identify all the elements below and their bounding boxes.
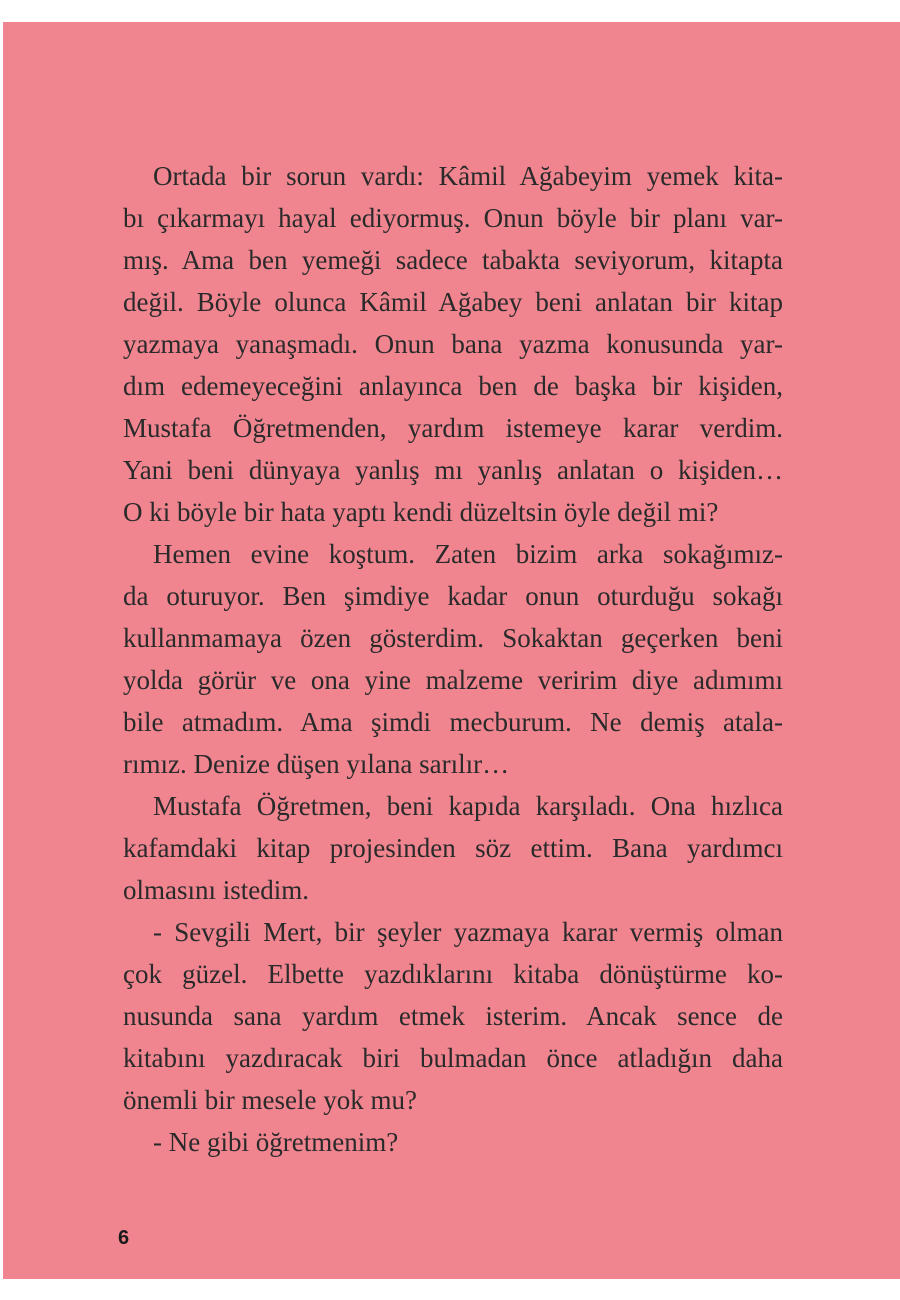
text-line: Mustafa Öğretmenden, yardım istemeye karar verdim.: [123, 413, 783, 443]
text-line: Ortada bir sorun vardı: Kâmil Ağabeyim yemek kita-: [153, 161, 783, 191]
text-line: kitabını yazdıracak biri bulmadan önce atladığın daha: [123, 1043, 783, 1073]
text-line: nusunda sana yardım etmek isterim. Ancak sence de: [123, 1001, 783, 1031]
text-line: - Sevgili Mert, bir şeyler yazmaya karar vermiş olman: [153, 917, 783, 947]
body-text: [123, 155, 783, 1163]
text-line: önemli bir mesele yok mu?: [123, 1085, 417, 1115]
text-line: O ki böyle bir hata yaptı kendi düzeltsin öyle değil mi?: [123, 497, 719, 527]
text-line: yazmaya yanaşmadı. Onun bana yazma konusunda yar-: [123, 329, 783, 359]
text-line: Hemen evine koştum. Zaten bizim arka sokağımız-: [153, 539, 783, 569]
text-line: olmasını istedim.: [123, 875, 309, 905]
text-line: mış. Ama ben yemeği sadece tabakta seviyorum, kitapta: [123, 245, 783, 275]
text-line: Yani beni dünyaya yanlış mı yanlış anlatan o kişiden…: [123, 455, 783, 485]
text-line: da oturuyor. Ben şimdiye kadar onun oturduğu sokağı: [123, 581, 783, 611]
text-line: kullanmamaya özen gösterdim. Sokaktan geçerken beni: [123, 623, 783, 653]
text-line: rımız. Denize düşen yılana sarılır…: [123, 749, 510, 779]
text-line: Mustafa Öğretmen, beni kapıda karşıladı. Ona hızlıca: [153, 791, 783, 821]
text-line: dım edemeyeceğini anlayınca ben de başka bir kişiden,: [123, 371, 783, 401]
text-line: - Ne gibi öğretmenim?: [153, 1127, 399, 1157]
text-line: değil. Böyle olunca Kâmil Ağabey beni anlatan bir kitap: [123, 287, 783, 317]
text-line: çok güzel. Elbette yazdıklarını kitaba dönüştürme ko-: [123, 959, 783, 989]
text-line: bı çıkarmayı hayal ediyormuş. Onun böyle bir planı var-: [123, 203, 783, 233]
book-page: [3, 22, 900, 1279]
text-line: bile atmadım. Ama şimdi mecburum. Ne demiş atala-: [123, 707, 783, 737]
text-line: kafamdaki kitap projesinden söz ettim. Bana yardımcı: [123, 833, 783, 863]
text-line: yolda görür ve ona yine malzeme veririm diye adımımı: [123, 665, 783, 695]
page-number: 6: [118, 1227, 130, 1249]
